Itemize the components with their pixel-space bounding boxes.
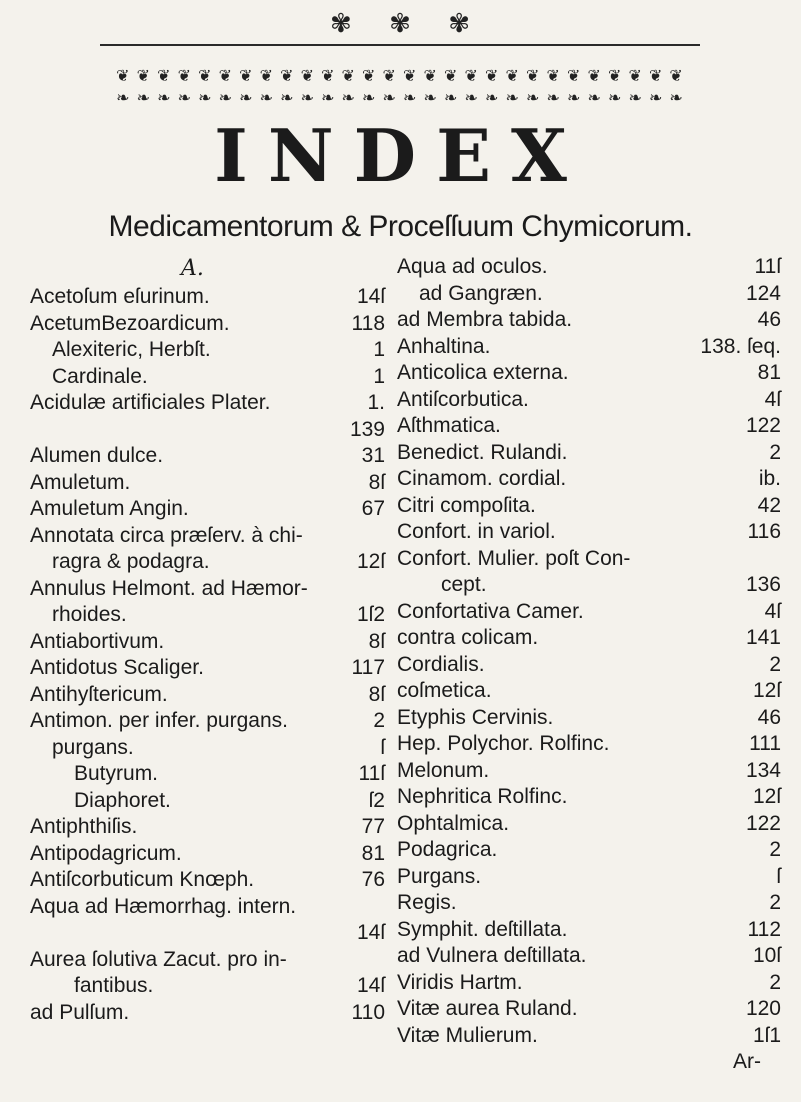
- entry-term: ad Membra tabida.: [397, 308, 573, 331]
- index-entry: [30, 788, 385, 815]
- entry-page-number: 1ſ1: [752, 1023, 781, 1047]
- entry-page-number: 14ſ: [356, 974, 385, 997]
- entry-term: Antimon. per infer. purgans.: [30, 709, 288, 732]
- entry-page-number: 4ſ: [764, 599, 781, 623]
- ornamental-border-row-1: ❦ ❦ ❦ ❦ ❦ ❦ ❦ ❦ ❦ ❦ ❦ ❦ ❦ ❦ ❦ ❦ ❦ ❦ ❦ ❦ ❦ ❦ ❦ ❦ ❦ ❦ ❦ ❦: [116, 66, 684, 85]
- index-entry: [30, 496, 385, 523]
- entry-term: Nephritica Rolfinc.: [397, 785, 568, 808]
- index-entry: [397, 890, 781, 917]
- entry-term: Antihyſtericum.: [30, 682, 168, 706]
- entry-term: Antiphthiſis.: [30, 815, 138, 838]
- index-entry: [397, 440, 781, 467]
- entry-term: Antiſcorbuticum Knœph.: [30, 868, 255, 891]
- entry-term: Anhaltina.: [397, 334, 491, 358]
- entry-page-number: 120: [745, 997, 781, 1020]
- entry-term: Antiſcorbutica.: [397, 387, 529, 411]
- entry-page-number: 118: [351, 311, 385, 335]
- index-entry: [30, 549, 385, 576]
- index-entry: [397, 254, 781, 281]
- index-entry: [397, 599, 781, 626]
- entry-page-number: 42: [757, 493, 781, 517]
- index-entry: [397, 1023, 781, 1050]
- entry-term: Melonum.: [397, 758, 490, 782]
- index-entry: [30, 841, 385, 868]
- entry-page-number: ſ2: [368, 788, 385, 812]
- entry-term: Aurea ſolutiva Zacut. pro in-: [30, 947, 287, 971]
- entry-page-number: 139: [349, 417, 385, 441]
- top-ornament: [330, 10, 470, 38]
- entry-page-number: 8ſ: [368, 470, 385, 494]
- index-entry: [30, 337, 385, 364]
- index-entry: [30, 470, 385, 497]
- entry-page-number: 2: [769, 652, 781, 676]
- fleuron-ornament-2: ✾: [389, 9, 411, 39]
- entry-term: Aqua ad Hæmorrhag. intern.: [30, 894, 297, 918]
- entry-page-number: 46: [757, 308, 781, 331]
- entry-page-number: 122: [745, 811, 781, 835]
- index-entry: [30, 973, 385, 1000]
- page-title: INDEX: [214, 113, 587, 198]
- index-entry: [397, 864, 781, 891]
- entry-term: Purgans.: [397, 864, 482, 888]
- catchword: Ar-: [733, 1050, 761, 1073]
- index-entry: [397, 970, 781, 997]
- index-entry: [397, 572, 781, 599]
- entry-term: Acetoſum eſurinum.: [30, 285, 210, 308]
- index-entry: [30, 443, 385, 470]
- index-entry: [397, 387, 781, 414]
- index-entry: [30, 708, 385, 735]
- entry-term: Amuletum.: [30, 470, 131, 494]
- fleuron-ornament-3: ✾: [448, 9, 470, 39]
- index-entry: [30, 920, 385, 947]
- entry-term: ad Vulnera deſtillata.: [397, 944, 587, 967]
- entry-page-number: ſ: [380, 735, 385, 759]
- entry-page-number: 116: [747, 520, 781, 543]
- index-entry: [397, 466, 781, 493]
- entry-page-number: 12ſ: [752, 785, 781, 808]
- entry-term: fantibus.: [74, 974, 154, 997]
- entry-page-number: 12ſ: [356, 550, 385, 573]
- left-index-column: [30, 254, 385, 1026]
- entry-term: Anticolica externa.: [397, 361, 569, 384]
- index-entry: [30, 284, 385, 311]
- entry-term: Ophtalmica.: [397, 811, 510, 835]
- entry-page-number: 1.: [367, 391, 385, 414]
- index-entry: [30, 390, 385, 417]
- index-entry: [397, 917, 781, 944]
- index-entry: [30, 947, 385, 974]
- entry-page-number: 76: [361, 868, 385, 891]
- entry-page-number: 77: [361, 815, 385, 838]
- right-index-column: [397, 254, 781, 1076]
- index-entry: [397, 811, 781, 838]
- entry-term: AcetumBezoardicum.: [30, 311, 230, 335]
- entry-page-number: 2: [373, 709, 385, 732]
- index-entry: [397, 519, 781, 546]
- entry-term: Antidotus Scaliger.: [30, 656, 204, 679]
- entry-term: Vitæ aurea Ruland.: [397, 997, 578, 1020]
- index-entry: [30, 364, 385, 391]
- entry-page-number: 81: [361, 841, 385, 865]
- entry-page-number: ib.: [758, 467, 781, 490]
- entry-page-number: 8ſ: [368, 682, 385, 706]
- entry-page-number: 117: [351, 656, 385, 679]
- index-entry: [397, 996, 781, 1023]
- entry-page-number: 1: [373, 364, 385, 388]
- entry-term: cept.: [441, 573, 487, 596]
- entry-page-number: 2: [769, 970, 781, 994]
- header-rule: [100, 44, 700, 46]
- entry-page-number: 136: [745, 573, 781, 596]
- entry-page-number: 124: [745, 281, 781, 305]
- entry-term: Confort. Mulier. poſt Con-: [397, 546, 631, 570]
- entry-page-number: 14ſ: [356, 285, 385, 308]
- entry-term: Hep. Polychor. Rolfinc.: [397, 732, 610, 755]
- entry-page-number: 12ſ: [752, 679, 781, 702]
- entry-page-number: 1ſ2: [356, 603, 385, 626]
- entry-page-number: 8ſ: [368, 629, 385, 653]
- entry-term: Acidulæ artificiales Plater.: [30, 391, 271, 414]
- entry-term: Aqua ad oculos.: [397, 255, 548, 278]
- index-entry: [30, 576, 385, 603]
- entry-term: Viridis Hartm.: [397, 970, 523, 994]
- entry-page-number: 81: [757, 361, 781, 384]
- entry-term: contra colicam.: [397, 626, 539, 649]
- index-entry: [397, 705, 781, 732]
- entry-term: Vitæ Mulierum.: [397, 1023, 538, 1047]
- index-entry: [30, 655, 385, 682]
- entry-page-number: 110: [351, 1000, 385, 1024]
- entry-page-number: ſ: [776, 864, 781, 888]
- entry-term: Diaphoret.: [74, 788, 171, 812]
- index-entry: [30, 867, 385, 894]
- index-entry: [397, 625, 781, 652]
- entry-term: Cardinale.: [52, 364, 148, 388]
- index-entry: [397, 281, 781, 308]
- index-entry: [30, 629, 385, 656]
- entry-page-number: 2: [769, 838, 781, 861]
- index-entry: [397, 784, 781, 811]
- index-entry: [30, 311, 385, 338]
- entry-term: Regis.: [397, 891, 457, 914]
- entry-term: Annotata circa præſerv. à chi-: [30, 523, 303, 547]
- index-entry: [397, 413, 781, 440]
- entry-term: Benedict. Rulandi.: [397, 440, 568, 464]
- entry-page-number: 46: [757, 705, 781, 729]
- section-letter: A.: [181, 256, 204, 281]
- entry-page-number: 14ſ: [356, 921, 385, 944]
- entry-page-number: 4ſ: [764, 387, 781, 411]
- entry-page-number: 134: [745, 758, 781, 782]
- index-entry: [397, 758, 781, 785]
- entry-term: Etyphis Cervinis.: [397, 705, 554, 729]
- index-entry: [397, 307, 781, 334]
- index-entry: [30, 602, 385, 629]
- index-entry: [30, 814, 385, 841]
- entry-page-number: 11ſ: [358, 762, 385, 785]
- entry-term: ragra & podagra.: [52, 550, 210, 573]
- entry-term: purgans.: [52, 735, 134, 759]
- entry-term: Alexiteric, Herbſt.: [52, 338, 211, 361]
- index-entry: [30, 682, 385, 709]
- entry-term: Aſthmatica.: [397, 414, 501, 437]
- entry-term: Annulus Helmont. ad Hæmor-: [30, 576, 308, 600]
- index-entry: [30, 417, 385, 444]
- entry-term: Amuletum Angin.: [30, 497, 189, 520]
- entry-page-number: 2: [769, 891, 781, 914]
- entry-page-number: 31: [361, 444, 385, 467]
- entry-term: Symphit. deſtillata.: [397, 917, 568, 941]
- entry-page-number: 67: [361, 497, 385, 520]
- index-entry: [30, 761, 385, 788]
- index-entry: [30, 523, 385, 550]
- index-entry: [397, 546, 781, 573]
- entry-term: rhoides.: [52, 603, 127, 626]
- index-entry: [397, 943, 781, 970]
- entry-term: ad Pulſum.: [30, 1000, 130, 1024]
- entry-page-number: 111: [749, 732, 781, 755]
- entry-term: Confort. in variol.: [397, 520, 556, 543]
- entry-term: coſmetica.: [397, 679, 492, 702]
- entry-page-number: 141: [745, 626, 781, 649]
- entry-term: Confortativa Camer.: [397, 599, 584, 623]
- entry-term: Alumen dulce.: [30, 444, 164, 467]
- index-entry: [397, 731, 781, 758]
- entry-page-number: 11ſ: [754, 255, 781, 278]
- entry-term: Antiabortivum.: [30, 629, 165, 653]
- entry-term: Butyrum.: [74, 762, 159, 785]
- index-entry: [397, 360, 781, 387]
- entry-page-number: 138. ſeq.: [700, 334, 781, 358]
- entry-term: Cordialis.: [397, 652, 485, 676]
- page-subtitle: Medicamentorum & Proceſſuum Chymicorum.: [108, 210, 693, 243]
- ornamental-border-row-2: ❧ ❧ ❧ ❧ ❧ ❧ ❧ ❧ ❧ ❧ ❧ ❧ ❧ ❧ ❧ ❧ ❧ ❧ ❧ ❧ ❧ ❧ ❧ ❧ ❧ ❧ ❧ ❧: [116, 88, 684, 107]
- entry-term: Cinamom. cordial.: [397, 467, 567, 490]
- entry-page-number: 1: [373, 338, 385, 361]
- entry-page-number: 2: [769, 440, 781, 464]
- index-entry: [30, 894, 385, 921]
- fleuron-ornament-1: ✾: [330, 9, 352, 39]
- index-entry: [397, 837, 781, 864]
- entry-term: Citri compoſita.: [397, 493, 536, 517]
- index-entry: [397, 678, 781, 705]
- index-entry: [397, 652, 781, 679]
- index-entry: [30, 735, 385, 762]
- entry-term: ad Gangræn.: [419, 281, 543, 305]
- index-entry: [397, 493, 781, 520]
- entry-page-number: 122: [745, 414, 781, 437]
- entry-term: Podagrica.: [397, 838, 498, 861]
- entry-page-number: 112: [747, 917, 781, 941]
- index-entry: [30, 1000, 385, 1027]
- entry-term: Antipodagricum.: [30, 841, 182, 865]
- entry-page-number: 10ſ: [752, 944, 781, 967]
- index-entry: [397, 334, 781, 361]
